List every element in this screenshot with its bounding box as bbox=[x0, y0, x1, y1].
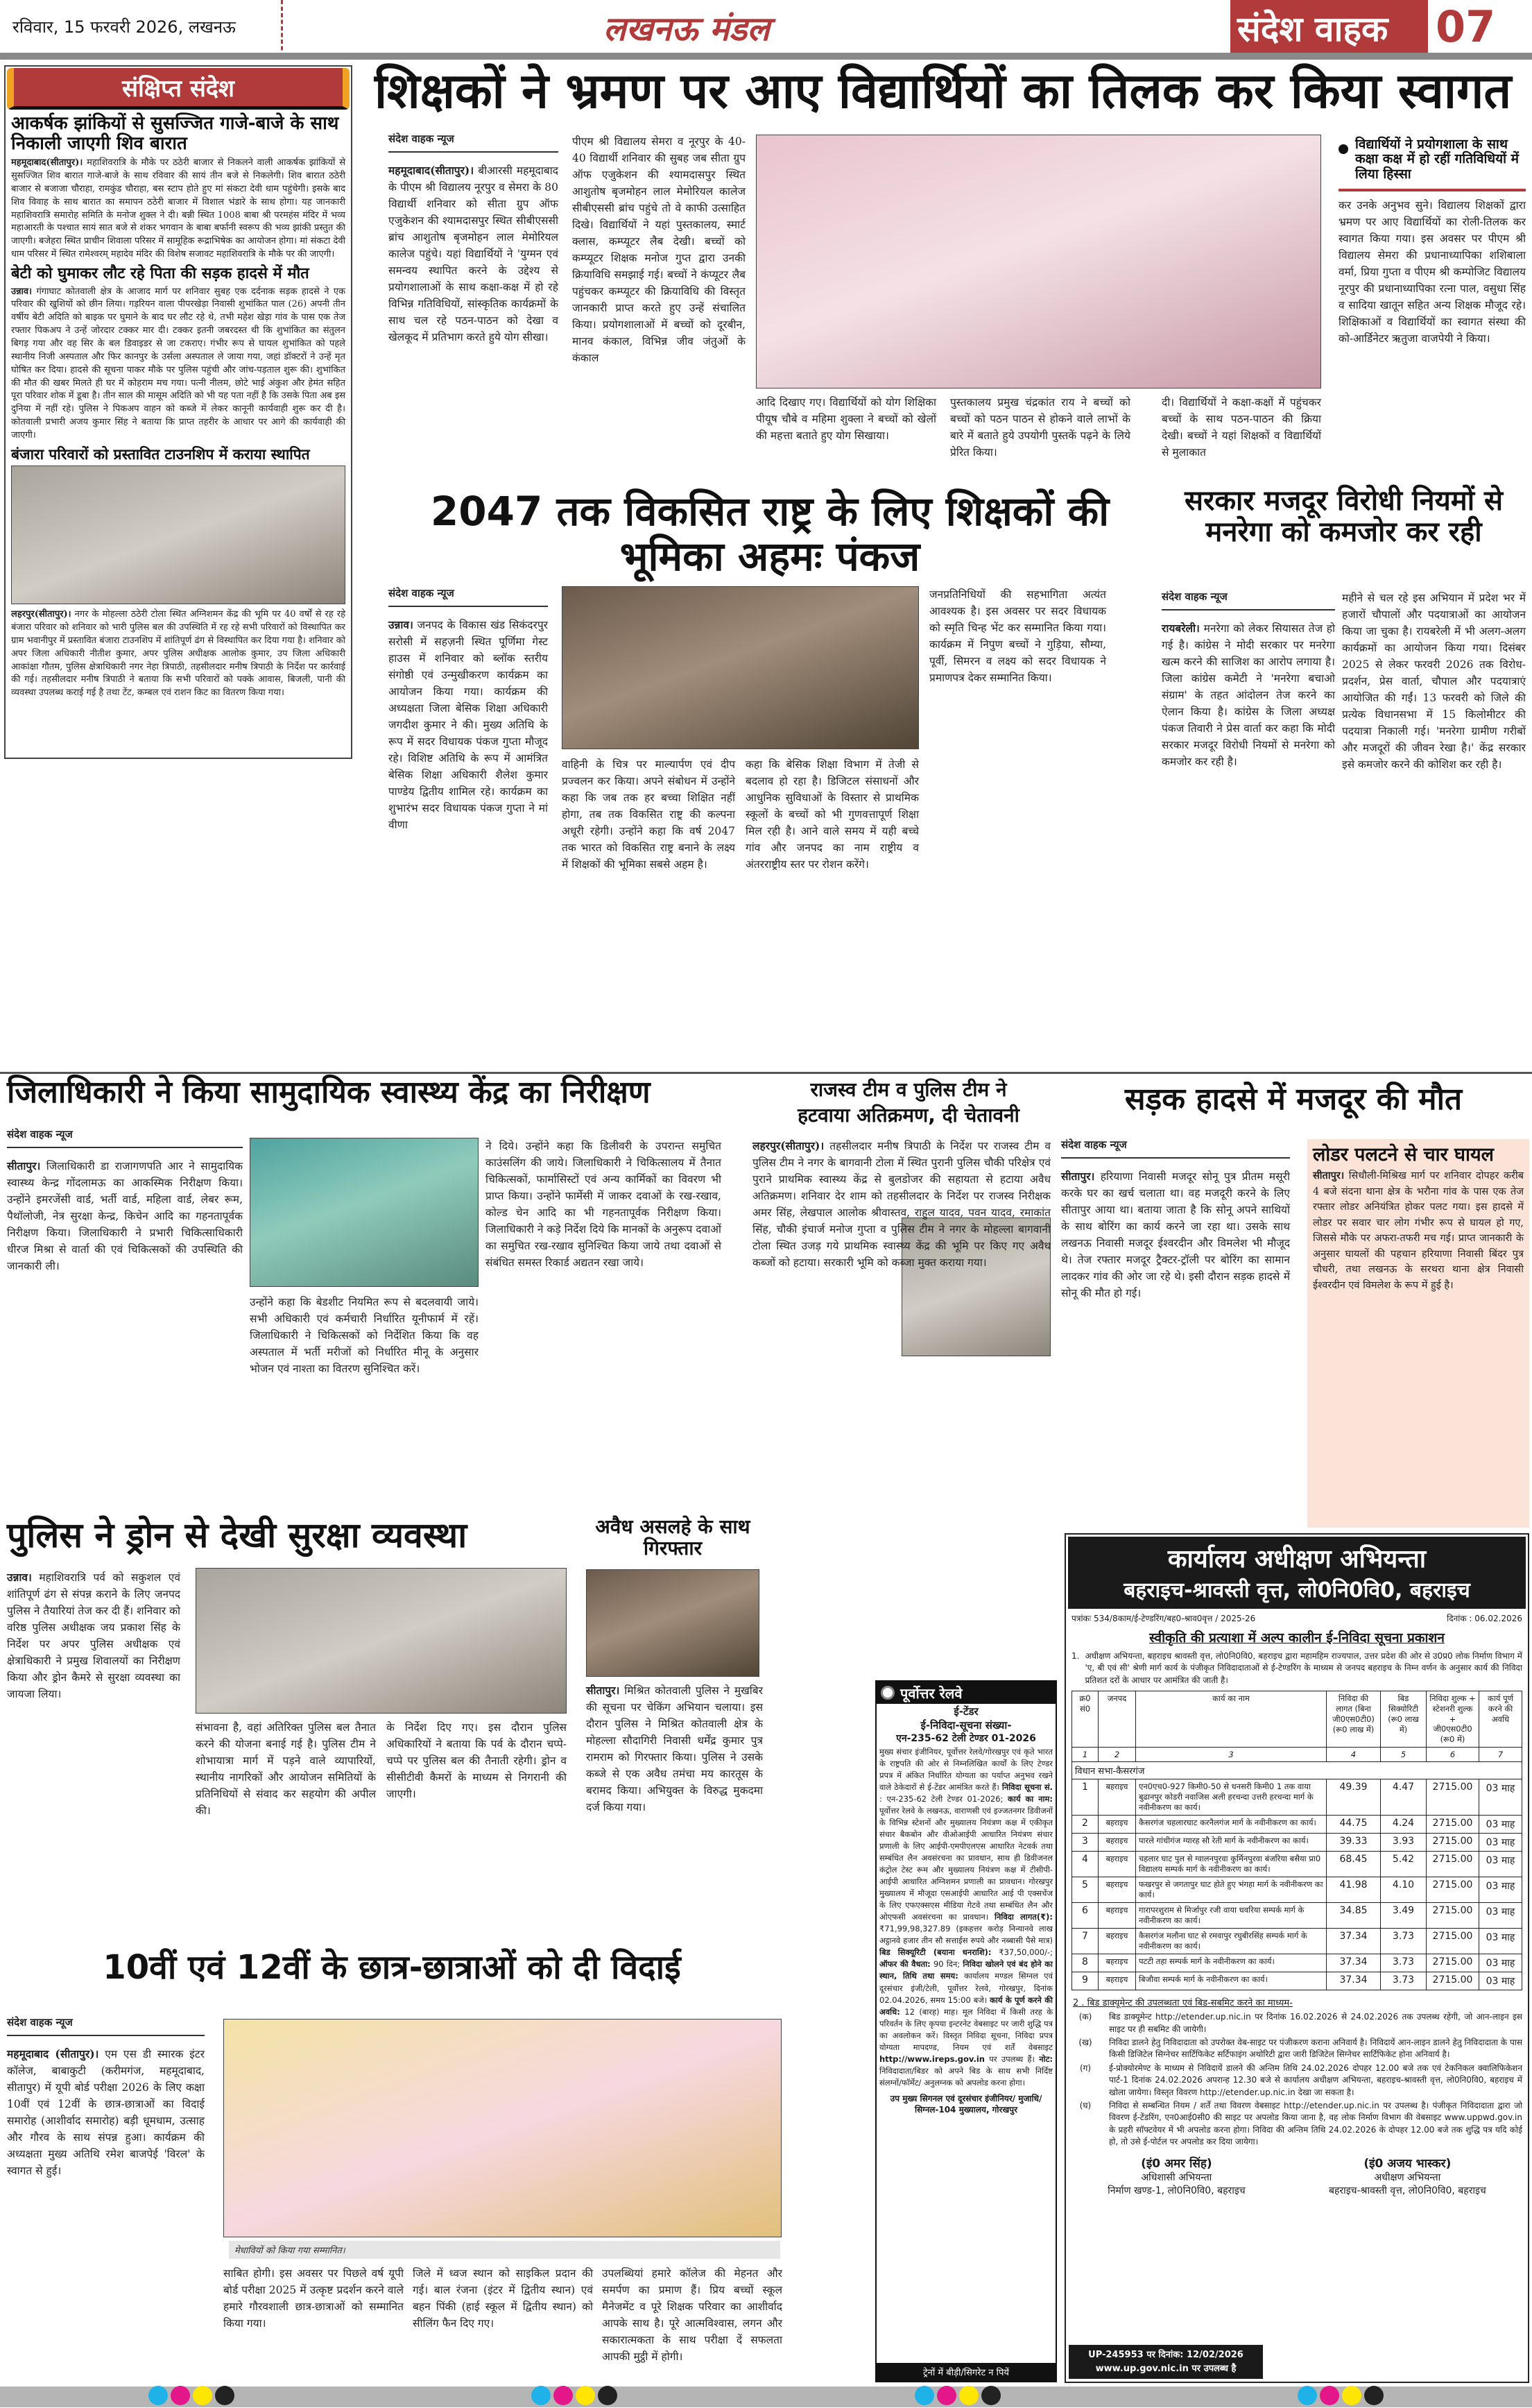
tender-table-row bbox=[1072, 1852, 1522, 1877]
mnrega-byline: संदेश वाहक न्यूज bbox=[1162, 590, 1335, 610]
brief-headline-2: बेटी को घुमाकर लौट रहे पिता की सड़क हादसे में मौत bbox=[11, 264, 309, 282]
row-bid-security: 3.93 bbox=[1381, 1834, 1427, 1852]
railway-notice-label: ई-निविदा-सूचना संख्या- bbox=[920, 1718, 1012, 1732]
story-2047-col-1: जनपद के विकास खंड सिकंदरपुर सरोसी में सहज़नी स्थित पूर्णिमा गेस्ट हाउस में शनिवार को ब्लॉक स्तरीय संगोष्ठी एवं उन्मुखीकरण कार्यक्रम का आयोजन किया गया। कार्यक्रम की अध्यक्षता जिला बेसिक शिक्षा अधिकारी जगदीश कुमार ने की। मुख्य अतिथि के रूप में सदर विधायक पंकज गुप्ता मौजूद रहे। विशिष्ट अतिथि के रूप में आमंत्रित बेसिक शिक्षा अधिकारी शैलेश कुमार पाण्डेय द्वितीय शामिल रहे। कार्यक्रम का शुभारंभ सदर विधायक पंकज गुप्ता ने मां वीणा bbox=[388, 619, 548, 832]
tender-group-row: विधान सभा-कैसरगंज bbox=[1072, 1762, 1522, 1779]
railway-cost-words: (इकहत्तर करोड़ निन्यानवे लाख अट्ठानवे हजार तीन सौ सत्ताईस रुपये और नब्बासी पैसे मात्र) bbox=[879, 1924, 1053, 1946]
loader-box bbox=[1307, 1139, 1529, 1528]
bullet-icon bbox=[1339, 144, 1348, 154]
railway-opening-label: निविदा खोलने एवं बंद होने का स्थान, तिथि तथा समय: bbox=[879, 1959, 1053, 1981]
railway-tender-no: : एन-235-62 टेली टेण्डर 01-2026; bbox=[879, 1794, 1004, 1804]
tender-table-row bbox=[1072, 1834, 1522, 1852]
row-bid-security: 4.47 bbox=[1381, 1779, 1427, 1816]
arms-text: मिश्रित कोतवाली पुलिस ने मुखबिर की सूचना पर चेकिंग अभियान चलाया। इस दौरान पुलिस ने मिश्रित कोतवाली क्षेत्र के मोहल्ला सौदागिरी निवासी धर्मेंद्र कुमार पुत्र रामराम को गिरफ्तार किया। पुलिस ने उसके कब्जे से एक अवैध तमंचा मय कारतूस के बरामद किया। अभियुक्त के विरुद्ध मुकदमा दर्ज किया गया। bbox=[586, 1684, 763, 1814]
row-sno: 4 bbox=[1072, 1852, 1099, 1877]
railway-ad bbox=[875, 1680, 1057, 2382]
up-badge-line-1: UP-245953 पर दिनांक: 12/02/2026 bbox=[1088, 2350, 1243, 2360]
row-fee: 2715.00 bbox=[1427, 1852, 1479, 1877]
pwd-subitem-text: ई-प्रोक्योरमेण्ट के माध्यम से निविदायें डालने की अन्तिम तिथि 24.02.2026 दोपहर 12.00 बजे तक एवं टेकनिकल क्वालिफिकेशन पार्ट-1 दिनांक 24.02.2026 अपरान्ह 12.30 बजे से कार्यालय अधीक्षण अभियन्ता, बहराइच-श्रावस्ती वृत्त, लो0नि0वि0, बहराइच में खोला जायेगा। विस्तृत विवरण http://etender.up.nic.in देखा जा सकता है। bbox=[1109, 2063, 1522, 2097]
th-cost: निविदा की लागत (बिना जी0एस0टी0) (रू0 लाख में) bbox=[1327, 1691, 1381, 1748]
drone-col-2: संभावना है, वहां अतिरिक्त पुलिस बल तैनात करने की योजना बनाई गई है। पुलिस टीम ने शोभायात्रा मार्ग में पड़ने वाले व्यापारियों, स्थानीय नागरिकों और आयोजन समितियों के प्रतिनिधियों से संवाद कर सहयोग की अपील की। bbox=[196, 1721, 376, 1818]
pwd-subitem bbox=[1071, 2063, 1522, 2099]
sign-right-name: (इं0 अजय भास्कर) bbox=[1363, 2157, 1452, 2171]
page-number: 07 bbox=[1436, 1, 1496, 52]
pwd-subtitle: स्वीकृति की प्रत्याशा में अल्प कालीन ई-निविदा सूचना प्रकाशन bbox=[1149, 1630, 1445, 1646]
row-period: 03 माह bbox=[1479, 1972, 1522, 1990]
farewell-photo bbox=[223, 2019, 782, 2237]
row-cost: 49.39 bbox=[1327, 1779, 1381, 1816]
tender-table-header bbox=[1072, 1691, 1522, 1748]
cmyk-marks bbox=[147, 2386, 236, 2408]
yellow-dot bbox=[1342, 2386, 1361, 2405]
mnrega-dateline: रायबरेली। bbox=[1162, 622, 1200, 635]
railway-website-link[interactable]: http://www.ireps.gov.in bbox=[879, 2053, 985, 2064]
row-cost: 37.34 bbox=[1327, 1954, 1381, 1972]
pwd-ad bbox=[1065, 1533, 1529, 2383]
railway-ad-title: पूर्वोत्तर रेलवे bbox=[900, 1684, 963, 1702]
magenta-dot bbox=[171, 2386, 190, 2405]
labour-dateline: सीतापुर। bbox=[1061, 1170, 1095, 1183]
pwd-subitem bbox=[1071, 2037, 1522, 2061]
black-dot bbox=[981, 2386, 1001, 2405]
yellow-dot bbox=[959, 2386, 979, 2405]
row-district: बहराइच bbox=[1099, 1903, 1136, 1929]
lead-sidebar-highlight: विद्यार्थियों ने प्रयोगशाला के साथ कक्षा कक्ष में हो रहीं गतिविधियों में लिया हिस्सा bbox=[1355, 137, 1520, 182]
sign-left-office: निर्माण खण्ड-1, लो0नि0वि0, बहराइच bbox=[1108, 2185, 1246, 2197]
farewell-caption: मेधावियों को किया गया सम्मानित। bbox=[229, 2241, 780, 2259]
sign-left bbox=[1108, 2155, 1246, 2197]
labour-headline: सड़क हादसे में मजदूर की मौत bbox=[1124, 1082, 1463, 1117]
railway-bid: ₹37,50,000/-; bbox=[999, 1947, 1053, 1958]
dm-dateline: सीतापुर। bbox=[7, 1159, 41, 1172]
magenta-dot bbox=[1320, 2386, 1339, 2405]
th-fee: निविदा शुल्क + स्टेशनरी शुल्क + जी0एस0टी0 (रू0 में) bbox=[1427, 1691, 1479, 1748]
row-work-name: चहलार घाट पुल से ग्वालनपुरवा कुर्मिनपुरवा बंजरिया बसैया प्रा0 विद्यालय सम्पर्क मार्ग के नवीनीकरण का कार्य। bbox=[1136, 1852, 1327, 1877]
loader-dateline: सीतापुर। bbox=[1313, 1170, 1345, 1182]
row-district: बहराइच bbox=[1099, 1852, 1136, 1877]
story-2047-headline: 2047 तक विकसित राष्ट्र के लिए शिक्षकों की भूमिका अहमः पंकज bbox=[430, 488, 1110, 580]
brief-box-title: संक्षिप्त संदेश bbox=[121, 74, 234, 103]
drone-headline: पुलिस ने ड्रोन से देखी सुरक्षा व्यवस्था bbox=[7, 1515, 467, 1555]
print-registration-strip bbox=[0, 2386, 1532, 2407]
railway-text-1: मुख्य संचार इंजीनियर, पूर्वोत्तर रेलवे/गोरखपुर एवं कृते भारत के राष्ट्रपति की ओर से निम्नलिखित कार्यों के लिए टेण्डर प्रपत्र में अंकित निर्धारित योग्यता का पर्याप्त अनुभव रखने वाले ठेकेदारों से ई-टेंडर आमंत्रित करते हैं। bbox=[879, 1747, 1053, 1793]
cmyk-marks bbox=[1296, 2386, 1385, 2408]
drone-col-3: के निर्देश दिए गए। इस दौरान पुलिस अधिकारियों ने बताया कि पर्व के दौरान चप्पे-चप्पे पर पुलिस बल की तैनाती रहेगी। ड्रोन व सीसीटीवी कैमरों के माध्यम से निगरानी की जाएगी। bbox=[386, 1721, 567, 1801]
row-period: 03 माह bbox=[1479, 1852, 1522, 1877]
railway-logo-icon bbox=[881, 1686, 895, 1700]
masthead-divider bbox=[281, 0, 283, 57]
row-cost: 37.34 bbox=[1327, 1972, 1381, 1990]
tender-table-row bbox=[1072, 1779, 1522, 1816]
row-bid-security: 3.73 bbox=[1381, 1954, 1427, 1972]
railway-etender: ई-टेंडर bbox=[954, 1705, 979, 1718]
row-period: 03 माह bbox=[1479, 1903, 1522, 1929]
banjara-photo bbox=[11, 466, 345, 604]
railway-ad-header bbox=[877, 1682, 1056, 1704]
col-num: 4 bbox=[1327, 1748, 1381, 1762]
farewell-dateline: महमूदाबाद (सीतापुर)। bbox=[7, 2047, 99, 2060]
encroach-text: तहसीलदार मनीष त्रिपाठी के निर्देश पर राजस्व टीम व पुलिस टीम ने नगर के बागवानी टोला में स्थित पुरानी पुलिस चौकी परिक्षेत्र एवं पुराने प्राथमिक स्वास्थ्य केंद्र से बुलडोजर की सहायता से हटाया अवैध अतिक्रमण। शनिवार देर शाम को तहसीलदार के निर्देश पर राजस्व निरीक्षक अमर सिंह, लेखपाल आलोक श्रीवास्तव, राहुल यादव, पवन यादव, रमाकांत सिंह, चौकी इंचार्ज मनोज गुप्ता व पुलिस टीम ने नगर के मोहल्ला बागवानी टोला स्थित उजड़ गये प्राथमिक स्वास्थ्य केंद्र की भूमि पर किए गए अवैध कब्जों को हटाया। सरकारी भूमि को कब्जा मुक्त कराया गया। bbox=[752, 1140, 1051, 1270]
th-work-name: कार्य का नाम bbox=[1136, 1691, 1327, 1748]
tender-table-row bbox=[1072, 1929, 1522, 1954]
mnrega-col-1: मनरेगा को लेकर सियासत तेज हो गई है। कांग्रेस ने मोदी सरकार पर मनरेगा खत्म करने की साजिश का आरोप लगाया है। जिला कांग्रेस कमेटी ने 'मनरेगा बचाओ संग्राम' के तहत आंदोलन तेज करने का ऐलान किया है। कांग्रेस के जिला अध्यक्ष पंकज तिवारी ने प्रेस वार्ता कर कहा कि मोदी सरकार मजदूर विरोधी नियमों से मनरेगा को कमजोर कर रही है। bbox=[1162, 622, 1335, 769]
row-period: 03 माह bbox=[1479, 1954, 1522, 1972]
row-fee: 2715.00 bbox=[1427, 1903, 1479, 1929]
magenta-dot bbox=[937, 2386, 956, 2405]
railway-period: 12 (बारह) माह। bbox=[904, 2006, 958, 2017]
tender-table-row bbox=[1072, 1954, 1522, 1972]
row-district: बहराइच bbox=[1099, 1834, 1136, 1852]
row-fee: 2715.00 bbox=[1427, 1834, 1479, 1852]
lead-byline: संदेश वाहक न्यूज bbox=[388, 132, 558, 153]
pwd-title-2: बहराइच-श्रावस्ती वृत्त, लो0नि0वि0, बहराइच bbox=[1124, 1578, 1470, 1603]
cyan-dot bbox=[915, 2386, 934, 2405]
lead-col-2: पीएम श्री विद्यालय सेमरा व नूरपुर के 40-40 विद्यार्थी शनिवार की सुबह जब सीता ग्रुप ऑफ एजुकेशन की श्यामदासपुर स्थित आशुतोष बृजमोहन लाल मेमोरियल कालेज सीबीएससी ब्रांच पहुंचे तो वे काफी उत्साहित दिखे। विद्यार्थियों ने यहां पुस्तकालय, स्मार्ट क्लास, कम्प्यूटर लैब देखी। बच्चों को कम्प्यूटर शिक्षक मनोज गुप्त द्वारा उनकी क्रियाविधि समझाई गई। बच्चों ने कंप्यूटर लैब पहुंचकर कम्प्यूटर की क्रियाविधि की विस्तृत जानकारी प्राप्त करते हुए उन्हें संचालित किया। प्रयोगशालाओं में बच्चों को दूरबीन, मानव कंकाल, विभिन्न जीव जंतुओं के कंकाल bbox=[572, 135, 746, 365]
cmyk-marks bbox=[913, 2386, 1002, 2408]
railway-cost-label: निविदा लागत(₹): bbox=[995, 1912, 1053, 1922]
railway-bid-label: बिड सिक्यूरिटी (बयाना धनराशि): bbox=[879, 1947, 992, 1958]
dm-photo bbox=[250, 1138, 479, 1287]
th-sno: क्र0 सं0 bbox=[1072, 1691, 1099, 1748]
row-cost: 34.85 bbox=[1327, 1903, 1381, 1929]
farewell-col-4: उपलब्धियां हमारे कॉलेज की मेहनत और समर्पण का प्रमाण हैं। प्रिय बच्चों स्कूल मैनेजमेंट व पूरे शिक्षक परिवार का आशीर्वाद आपके साथ है। पूरे आत्मविश्वास, लगन और सकारात्मकता के साथ परीक्षा दें सफलता आपकी मुट्ठी में होगी। bbox=[602, 2267, 782, 2364]
railway-work-label: कार्य का नाम: bbox=[1008, 1794, 1053, 1804]
brief-text-2: गंगाघाट कोतवाली क्षेत्र के आजाद मार्ग पर शनिवार सुबह एक दर्दनाक सड़क हादसे ने एक परिवार की खुशियों को छीन लिया। गड़रियन वाला पीपरखेड़ा निवासी शुभांकित पाल (26) अपनी तीन वर्षीय बेटी अदिति को बाइक पर घुमाने के बाद घर लौट रहे थे, तभी महेश खेड़ा गांव के पास एक तेज रफ्तार पिकअप ने उन्हें जोरदार टक्कर मार दी। टक्कर इतनी जबरदस्त थी कि शुभांकित का संतुलन बिगड़ गया और वह सिर के बल डिवाइडर से जा टकराए। गंभीर रूप से घायल शुभांकित को पहले स्थानीय निजी अस्पताल और फिर कानपुर के उर्सला अस्पताल ले जाया गया, जहां डॉक्टरों ने उन्हें मृत घोषित कर दिया। हादसे की सूचना पाकर मौके पर पुलिस पहुंची और जांच-पड़ताल शुरू की। शुभांकित की मौत की खबर मिलते ही घर में कोहराम मच गया। पत्नी नीलम, छोटे भाई अंकुश और हेमंत सहित पूरा परिवार शोक में डूबा है। तीन साल की मासूम अदिति को भी यह पता नहीं है कि उसके पिता अब इस दुनिया में नहीं रहे। पुलिस ने पिकअप वाहन को कब्जे में लेकर कानूनी कार्यवाही शुरू कर दी है। कोतवाली प्रभारी अजय कुमार सिंह ने बताया कि प्राप्त तहरीर के आधार पर आगे की कार्यवाही की जाएगी। bbox=[11, 286, 345, 441]
tender-table-body bbox=[1072, 1779, 1522, 1990]
row-period: 03 माह bbox=[1479, 1779, 1522, 1816]
loader-headline: लोडर पलटने से चार घायल bbox=[1313, 1144, 1494, 1165]
pwd-title-1: कार्यालय अधीक्षण अभियन्ता bbox=[1167, 1545, 1427, 1573]
up-badge bbox=[1069, 2345, 1263, 2379]
row-fee: 2715.00 bbox=[1427, 1954, 1479, 1972]
row-district: बहराइच bbox=[1099, 1954, 1136, 1972]
row-fee: 2715.00 bbox=[1427, 1929, 1479, 1954]
labour-text: हरियाणा निवासी मजदूर सोनू पुत्र प्रीतम मसूरी करके घर का खर्च चलाता था। वह मजदूरी करने के लिए सीतापुर आया था। बताया जाता है कि सोनू अपने साथियों के साथ बोरिंग का कार्य करने जा रहा था। उसके साथ लखनऊ निवासी मजदूर ईश्वरदीन और विमलेश भी मौजूद थे। तेज रफ्तार मजदूर ट्रैक्टर-ट्रॉली पर बोरिंग का सामान लादकर गांव की ओर जा रहे थे। इसी दौरान सड़क हादसे में सोनू की मौत हो गई। bbox=[1061, 1170, 1290, 1300]
tender-table-row bbox=[1072, 1972, 1522, 1990]
dm-col-2: उन्होंने कहा कि बेडशीट नियमित रूप से बदलवायी जाये। सभी अधिकारी एवं कर्मचारी निर्धारित यूनीफार्म में रहें। जिलाधिकारी ने चिकित्सकों को निर्देशित किया कि वह अस्पताल में भर्ती मरीजों को निर्धारित मीनू के अनुसार भोजन एवं नाश्ता का वितरण सुनिश्चित करें। bbox=[250, 1296, 479, 1376]
row-district: बहराइच bbox=[1099, 1877, 1136, 1903]
tender-table-row bbox=[1072, 1877, 1522, 1903]
col-num: 1 bbox=[1072, 1748, 1099, 1762]
up-badge-line-2[interactable]: www.up.gov.nic.in पर उपलब्ध है bbox=[1095, 2363, 1237, 2374]
masthead-rule bbox=[0, 53, 1532, 60]
paper-name: संदेश वाहक bbox=[1237, 9, 1388, 49]
railway-text-2: मूल निविदा में किसी तरह के परिवर्तन के लिए कृपया इन्टरनेट वेबसाइट पर जारी शुद्धि पत्र का अवलोकन करें। विस्तृत निविदा सूचना, निविदा प्रपत्र योग्यता मापदण्ड, नियम एवं शर्तें वेबसाइट bbox=[879, 2006, 1053, 2052]
brief-box bbox=[4, 65, 352, 759]
pwd-subitem-label: (ग) bbox=[1079, 2063, 1092, 2073]
row-cost: 39.33 bbox=[1327, 1834, 1381, 1852]
story-2047-photo bbox=[562, 586, 919, 749]
farewell-byline: संदेश वाहक न्यूज bbox=[7, 2015, 205, 2036]
brief-text-1: महाशिवरात्रि के मौके पर ठठेरी बाजार से निकलने वाली आकर्षक झांकियों से सुसज्जित शिव बारात गाजे-बाजे के साथ रविवार की सायं तीन बजे से निकलेगी। शिव बारात ठठेरी बाजार से बजाजा चौराहा, रामकुंड चौराहा, बस स्टाप होते हुए मां संकटा देवी धाम पहुंचेगी। इसके बाद शिव विवाह के साथ बारात का समापन ठठेरी बाजार में विशाल भंडारे के साथ होगा। यह जानकारी महाशिवरात्रि समारोह समिति के मनोज शुक्ल ने दी। बन्नी स्थित 1008 बाबा श्री परमहंस मंदिर में भव्य महाआरती के पश्चात सायं सात बजे से शंकर भगवान के बाबा बर्फानी स्वरूप की भव्य झांकी प्रस्तुत की जाएगी। बजेहरा स्थित प्राचीन शिवाला परिसर में सामूहिक रूद्राभिषेक का आयोजन होगा। मां संकटा देवी धाम परिसर में स्थित रामेश्वरम् महादेव मंदिर की विशेष सजावट महाशिवरात्रि के मौके पर की जाएगी। bbox=[11, 157, 345, 260]
row-period: 03 माह bbox=[1479, 1929, 1522, 1954]
loader-text: सिधौली-मिश्रिख मार्ग पर शनिवार दोपहर करीब 4 बजे संदना थाना क्षेत्र के भरौना गांव के पास एक तेज रफ्तार लोडर अनियंत्रित होकर पलट गया। इस हादसे में लोडर पर सवार चार लोग गंभीर रूप से घायल हो गए, जिससे मौके पर अफरा-तफरी मच गई। प्राप्त जानकारी के अनुसार घायलों की पहचान हरियाणा निवासी बिंदर पुत्र चौधरी, तथा लखनऊ के सरथरा थाना क्षेत्र निवासी ईश्वरदीन एवं विमलेश के रूप में हुई है। bbox=[1313, 1170, 1524, 1291]
tender-table bbox=[1071, 1691, 1522, 1990]
row-sno: 3 bbox=[1072, 1834, 1099, 1852]
cyan-dot bbox=[148, 2386, 168, 2405]
encroach-dateline: लहरपुर(सीतापुर)। bbox=[752, 1139, 825, 1152]
railway-note: निविदादाता/बिडर को अपने बिड के साथ सभी निर्दिष्ट संलग्नों/फॉर्मेट/ अनुलग्नक को अपलोड करना होगा। bbox=[879, 2065, 1053, 2087]
row-district: बहराइच bbox=[1099, 1779, 1136, 1816]
row-fee: 2715.00 bbox=[1427, 1972, 1479, 1990]
railway-validity: 90 दिन; bbox=[933, 1959, 961, 1970]
brief-dateline-3: लहरपुर(सीतापुर)। bbox=[11, 609, 71, 620]
row-bid-security: 3.49 bbox=[1381, 1903, 1427, 1929]
row-fee: 2715.00 bbox=[1427, 1779, 1479, 1816]
date-line: रविवार, 15 फरवरी 2026, लखनऊ bbox=[12, 17, 236, 37]
farewell-headline: 10वीं एवं 12वीं के छात्र-छात्राओं को दी विदाई bbox=[103, 1948, 681, 1987]
pwd-subitems bbox=[1066, 2011, 1528, 2148]
drone-col-1: महाशिवरात्रि पर्व को सकुशल एवं शांतिपूर्ण ढंग से संपन्न कराने के लिए जनपद पुलिस ने तैयारियां तेज कर दी हैं। शनिवार को वरिष्ठ पुलिस अधीक्षक जय प्रकाश सिंह के निर्देश पर अपर पुलिस अधीक्षक एवं क्षेत्राधिकारी ने प्रमुख शिवालयों का निरीक्षण किया और ड्रोन कैमरे से सुरक्षा व्यवस्था का जायजा लिया। bbox=[7, 1571, 180, 1701]
brief-text-3: नगर के मोहल्ला ठठेरी टोला स्थित अग्निशमन केंद्र की भूमि पर 40 वर्षों से रह रहे बंजारा परिवार को शनिवार को भारी पुलिस बल की उपस्थिति में रह रहे सभी परिवारों को विस्थापित कर ग्राम भवानीपुर में प्रस्तावित बंजारा टाउनशिप में शांतिपूर्ण ढंग से विस्थापित कर दिया गया है। शनिवार को अपर जिला अधिकारी नीतीश कुमार, अपर पुलिस अधीक्षक आलोक कुमार, उप जिला अधिकारी आकांक्षा गौतम, पुलिस क्षेत्राधिकारी नगर नेहा त्रिपाठी, तहसीलदार मनीष त्रिपाठी के निर्देश पर कार्रवाई की गई। तहसीलदार मनीष त्रिपाठी ने बताया कि सभी परिवारों को पक्के आवास, बिजली, पानी की व्यवस्था उपलब्ध कराई गई है तथा टेंट, कम्बल एवं राशन किट का वितरण किया गया। bbox=[11, 609, 345, 699]
th-district: जनपद bbox=[1099, 1691, 1136, 1748]
dm-headline: जिलाधिकारी ने किया सामुदायिक स्वास्थ्य केंद्र का निरीक्षण bbox=[7, 1075, 651, 1110]
row-work-name: एन0एच0-927 किमी0-50 से धनसरी किमी0 1 तक वाया बुढानपुर कोडरी नवाजिस अली हरचन्दा उत्तरी हरचन्दा मार्ग के नवीनीकरण का कार्य। bbox=[1136, 1779, 1327, 1816]
brief-headline-1: आकर्षक झांकियों से सुसज्जित गाजे-बाजे के साथ निकाली जाएगी शिव बारात bbox=[11, 113, 339, 155]
pwd-subitem-text: निविदा से सम्बन्धित नियम / शर्तें तथा विवरण वेबसाइट http://etender.up.nic.in पर उपलब्ध है। पंजीकृत निविदादाता द्वारा जो विवरण ई-टेंडरिंग, एन0आई0सी0 की साइट पर अपलोड किया जाना है, वह लोक निर्माण विभाग की वेबसाइट www.uppwd.gov.in के प्रहरी सॉफ्टवेयर में भी अपलोड करना होगा। निविदा की अन्तिम तिथि 24.02.2026 के दोपहर 12.00 बजे तक शुद्धि पत्र यदि कोई हो, तो उसे ई-पोर्टल पर अपलोड कर दिया जायेगा। bbox=[1109, 2100, 1522, 2147]
railway-signature: उप मुख्य सिगनल एवं दूरसंचार इंजीनियर/ मुजाधि/सिग्नल-104 मुख्यालय, गोरखपुर bbox=[890, 2093, 1042, 2115]
lead-col-6: कर उनके अनुभव सुने। विद्यालय शिक्षकों द्वारा भ्रमण पर आए विद्यार्थियों का रोली-तिलक कर स्वागत किया गया। इस अवसर पर पीएम श्री विद्यालय सेमरा की प्रधानाध्यापिका शशिबाला वर्मा, प्रिया गुप्ता व पीएम श्री कम्पोजिट विद्यालय नूरपुर की प्रधानाध्यापिका रत्ना पाल, वसुधा सिंह व सादिया खातून सहित अन्य शिक्षक मौजूद रहे। शिक्षिकाओं व विद्यार्थियों का स्वागत संस्था की को-आर्डिनेटर ऋतुजा वाजपेयी ने किया। bbox=[1339, 198, 1526, 345]
row-district: बहराइच bbox=[1099, 1972, 1136, 1990]
railway-period-label: कार्य के पूर्ण करने की अवधि: bbox=[879, 1995, 1053, 2017]
sign-right-post: अधीक्षण अभियन्ता bbox=[1374, 2172, 1441, 2184]
pwd-ref-no: पत्रांकः 534/8काम/ई-टेण्डरिंग/बह0-श्राव0वृत्त / 2025-26 bbox=[1071, 1614, 1256, 1623]
railway-note-label: नोट: bbox=[1039, 2053, 1053, 2064]
row-period: 03 माह bbox=[1479, 1877, 1522, 1903]
arms-dateline: सीतापुर। bbox=[586, 1684, 620, 1697]
farewell-col-1: एम एस डी स्मारक इंटर कॉलेज, बाबाकुटी (करीमगंज, महमूदाबाद, सीतापुर) में यूपी बोर्ड परीक्षा 2026 के लिए कक्षा 10वीं एवं 12वीं के छात्र-छात्राओं का विदाई समारोह (आशीर्वाद समारोह) बड़ी धूमधाम, उत्साह और गौरव के साथ संपन्न हुआ। कार्यक्रम की अध्यक्षता मुख्य अतिथि रमेश बाजपेई 'विरल' के स्वागत से हुई। bbox=[7, 2048, 205, 2178]
brief-headline-3: बंजारा परिवारों को प्रस्तावित टाउनशिप में कराया स्थापित bbox=[11, 445, 310, 463]
row-district: बहराइच bbox=[1099, 1929, 1136, 1954]
highlight-rule bbox=[1339, 189, 1526, 191]
arms-headline: अवैध असलहे के साथ गिरफ्तार bbox=[595, 1515, 750, 1560]
black-dot bbox=[1364, 2386, 1384, 2405]
row-sno: 8 bbox=[1072, 1954, 1099, 1972]
brief-dateline-2: उन्नाव। bbox=[11, 286, 33, 297]
tender-table-row bbox=[1072, 1903, 1522, 1929]
story-2047-col-2: वाहिनी के चित्र पर माल्यार्पण एवं दीप प्रज्वलन कर किया। अपने संबोधन में उन्होंने कहा कि जब तक हर बच्चा शिक्षित नहीं होगा, तब तक विकसित राष्ट्र की कल्पना अधूरी रहेगी। उन्होंने कहा कि वर्ष 2047 तक भारत को विकसित राष्ट्र बनाने के लक्ष्य में शिक्षकों की भूमिका सबसे अहम है। bbox=[562, 758, 735, 871]
railway-validity-label: ऑफर की वैधता: bbox=[879, 1959, 931, 1970]
railway-work-text: पूर्वोत्तर रेलवे के लखनऊ, वाराणसी एवं इज्जतनगर डिवीजनों के विभिन्न स्टेशनों और मुख्यालय नियंत्रण कक्ष में एकीकृत संचार बैकबोन और वीओआईपी आधारित नियंत्रण संचार प्रणाली के लिए आईपी-एमपीएलएस आधारित नेटवर्क तथा सम्बंधित लैन अवसंरचना का प्रावधान, साथ ही डिवीजनल कंट्रोल टेस्ट रूम और मुख्यालय नियंत्रण कक्ष में टीसीपी-आईपी आधारित अग्निशमन प्रणाली का प्रावधान। गोरखपुर मुख्यालय में मौजूदा एसआईपी आधारित आई पी एक्सचेंज के लिए एफएक्सएस मीडिया गेटवे तथा सम्बंधित लैन और ओएफसी अवसंरचना का प्रावधान। bbox=[879, 1806, 1053, 1922]
lead-photo-students bbox=[756, 135, 1321, 388]
story-2047-byline: संदेश वाहक न्यूज bbox=[388, 586, 548, 607]
encroach-headline-2: हटवाया अतिक्रमण, दी चेतावनी bbox=[798, 1104, 1019, 1127]
encroach-headline-1: राजस्व टीम व पुलिस टीम ने bbox=[810, 1078, 1007, 1101]
pwd-subitem-label: (ख) bbox=[1078, 2037, 1092, 2047]
railway-opening: कार्यालय मण्डल सिग्नल एवं दूरसंचार इंजी/टेली, पूर्वोत्तर रेलवे, गोरखपुर, दिनांक 02.04.2026, समय 15:00 बजे। bbox=[879, 1971, 1053, 2005]
brief-dateline-1: महमूदाबाद(सीतापुर)। bbox=[11, 157, 83, 169]
col-num: 6 bbox=[1427, 1748, 1479, 1762]
row-fee: 2715.00 bbox=[1427, 1877, 1479, 1903]
row-sno: 9 bbox=[1072, 1972, 1099, 1990]
row-work-name: बिजौवा सम्पर्क मार्ग के नवीनीकरण का कार्य। bbox=[1136, 1972, 1327, 1990]
section-title: लखनऊ मंडल bbox=[603, 10, 770, 49]
sign-left-post: अधिशासी अभियन्ता bbox=[1141, 2172, 1212, 2184]
col-num: 7 bbox=[1479, 1748, 1522, 1762]
yellow-dot bbox=[576, 2386, 595, 2405]
arms-photo bbox=[586, 1569, 759, 1677]
pwd-subitem-text: निविदा डालने हेतु निविदादाता को उपरोक्त वेब-साइट पर पंजीकरण कराना अनिवार्य है। निविदायें आन-लाइन डालने हेतु निविदादाता के पास किसी डिजिटेल सिग्नेचर सार्टिफिकेट सर्टिफाइंग अथोरिटी द्वारा जारी डिजिटेल सिग्नेचर सार्टिफिकेट होना अनिवार्य है। bbox=[1109, 2037, 1522, 2060]
row-sno: 1 bbox=[1072, 1779, 1099, 1816]
railway-text-3: पर उपलब्ध हैं। bbox=[989, 2053, 1035, 2064]
brief-box-header bbox=[7, 68, 350, 110]
row-sno: 5 bbox=[1072, 1877, 1099, 1903]
black-dot bbox=[215, 2386, 234, 2405]
story-2047-col-3: कहा कि बेसिक शिक्षा विभाग में तेजी से बदलाव हो रहा है। डिजिटल संसाधनों और आधुनिक सुविधाओं के विस्तार से प्राथमिक स्कूलों के बच्चों को भी गुणवत्तापूर्ण शिक्षा मिल रही है। आने वाले समय में यही बच्चे गांव और जनपद का नाम राष्ट्रीय व अंतरराष्ट्रीय स्तर पर रोशन करेंगे। bbox=[746, 758, 919, 871]
pwd-para2-title: 2 . बिड डाक्यूमेन्ट की उपलब्धता एवं बिड-सबमिट करने का माध्यम- bbox=[1073, 1998, 1293, 2009]
pwd-ad-header bbox=[1068, 1537, 1526, 1609]
magenta-dot bbox=[553, 2386, 573, 2405]
sign-left-name: (इं0 अमर सिंह) bbox=[1141, 2157, 1212, 2171]
pwd-date: दिनांक : 06.02.2026 bbox=[1447, 1614, 1522, 1623]
cyan-dot bbox=[531, 2386, 551, 2405]
row-work-name: पारले गांधीगंज ग्यारह सौ रेती मार्ग के नवीनीकरण का कार्य। bbox=[1136, 1834, 1327, 1852]
lead-headline: शिक्षकों ने भ्रमण पर आए विद्यार्थियों का तिलक कर किया स्वागत bbox=[375, 62, 1512, 119]
col-num: 3 bbox=[1136, 1748, 1327, 1762]
section-divider bbox=[0, 1072, 1532, 1074]
sign-right-office: बहराइच-श्रावस्ती वृत्त, लो0नि0वि0, बहराइच bbox=[1328, 2185, 1486, 2197]
row-fee: 2715.00 bbox=[1427, 1816, 1479, 1834]
cmyk-marks bbox=[530, 2386, 619, 2408]
dm-col-3: ने दिये। उन्होंने कहा कि डिलीवरी के उपरान्त समुचित काउंसलिंग की जाये। जिलाधिकारी ने चिकित्सालय में तैनात चिकित्सकों, फार्मासिस्टों एवं अन्य कार्मिकों का विवरण भी प्राप्त किया। उन्होंने फार्मेसी में जाकर दवाओं के रख-रखाव, कोल्ड चेन आदि का भी गहनतापूर्वक निरीक्षण किया। जिलाधिकारी ने कड़े निर्देश दिये कि मानकों के अनुरूप दवाओं का समुचित रख-रखाव सुनिश्चित किया जाये तथा दवाओं से संबंधित समस्त रिकार्ड अद्यतन रखा जाये। bbox=[485, 1140, 721, 1270]
row-cost: 44.75 bbox=[1327, 1816, 1381, 1834]
drone-photo bbox=[196, 1568, 567, 1714]
row-work-name: कैसरगंज चहलारघाट करनैलगंज मार्ग के नवीनीकरण का कार्य। bbox=[1136, 1816, 1327, 1834]
th-period: कार्य पूर्ण करने की अवधि bbox=[1479, 1691, 1522, 1748]
railway-notice-no: एन-235-62 टेली टेण्डर 01-2026 bbox=[896, 1733, 1036, 1744]
story-2047-dateline: उन्नाव। bbox=[388, 618, 413, 631]
row-work-name: फखरपुर से जगतापुर घाट होते हुए भंगहा मार्ग के नवीनीकरण का कार्य। bbox=[1136, 1877, 1327, 1903]
dm-byline: संदेश वाहक न्यूज bbox=[7, 1127, 243, 1148]
pwd-subitem bbox=[1071, 2011, 1522, 2035]
lead-dateline: महमूदाबाद(सीतापुर)। bbox=[388, 164, 474, 177]
col-num: 2 bbox=[1099, 1748, 1136, 1762]
row-sno: 6 bbox=[1072, 1903, 1099, 1929]
col-num: 5 bbox=[1381, 1748, 1427, 1762]
row-period: 03 माह bbox=[1479, 1816, 1522, 1834]
row-period: 03 माह bbox=[1479, 1834, 1522, 1852]
dm-col-1: जिलाधिकारी डा राजागणपति आर ने सामुदायिक स्वास्थ्य केन्द्र गोंदलामऊ का आकस्मिक निरीक्षण किया। उन्होंने इमरजेंसी वार्ड, भर्ती वार्ड, महिला वार्ड, लेबर रूम, पैथॉलोजी, नेत्र सुरक्षा केन्द्र, किचेन आदि का गहनतापूर्वक निरीक्षण किया। जिलाधिकारी ने प्रभारी चिकित्साधिकारी धीरज मिश्रा से वार्ता की एवं चिकित्सकों की उपस्थिति की जानकारी ली। bbox=[7, 1160, 243, 1273]
lead-col-4: पुस्तकालय प्रमुख चंद्रकांत राय ने बच्चों को बच्चों को पठन पाठन से होकने वाले लाभों के बारे में बताते हुये उपयोगी पुस्तकें पढ़ने के लिये प्रेरित किया। bbox=[950, 396, 1130, 459]
row-bid-security: 3.73 bbox=[1381, 1929, 1427, 1954]
drone-dateline: उन्नाव। bbox=[7, 1571, 32, 1584]
row-cost: 41.98 bbox=[1327, 1877, 1381, 1903]
pwd-para1: अधीक्षण अभियन्ता, बहराइच श्रावस्ती वृत्त, लो0नि0वि0, बहराइच द्वारा महामहिम राज्यपाल, उत्तर प्रदेश की ओर से उ0प्र0 लोक निर्माण विभाग में 'ए, बी एवं सी' श्रेणी मार्ग कार्य के पंजीकृत निविदादाताओं से ई-टेण्डरिंग के माध्यम से जनपद बहराइच के निम्न वर्णन के अनुसार कार्य की निविदा प्रतिशत दरों के आधार पर आमंत्रित की जाती है। bbox=[1085, 1651, 1522, 1685]
row-work-name: गारापरशुराम से मिर्जापुर रजी वाया धवरिया सम्पर्क मार्ग के नवीनीकरण का कार्य। bbox=[1136, 1903, 1327, 1929]
cyan-dot bbox=[1298, 2386, 1317, 2405]
mnrega-headline: सरकार मजदूर विरोधी नियमों से मनरेगा को कमजोर कर रही bbox=[1184, 485, 1504, 548]
row-work-name: पटटी तहा सम्पर्क मार्ग के नवीनीकरण का कार्य। bbox=[1136, 1954, 1327, 1972]
tender-table-row bbox=[1072, 1816, 1522, 1834]
row-cost: 68.45 bbox=[1327, 1852, 1381, 1877]
lead-col-5: दी। विद्यार्थियों ने कक्षा-कक्षों में पहुंचकर बच्चों के साथ पठन-पाठन की क्रिया देखी। बच्चों ने यहां शिक्षकों व विद्यार्थियों से मुलाकात bbox=[1162, 396, 1321, 459]
black-dot bbox=[598, 2386, 617, 2405]
railway-footer: ट्रेनों में बीड़ी/सिगरेट न पियें bbox=[877, 2363, 1056, 2381]
pwd-para1-no: 1. bbox=[1071, 1651, 1080, 1661]
row-work-name: कैसरगंज मलौना घाट से रमवापुर रघुबीरसिंह सम्पर्क मार्ग के नवीनीकरण का कार्य। bbox=[1136, 1929, 1327, 1954]
th-bid-security: बिड सिक्योरिटी (रू0 लाख में) bbox=[1381, 1691, 1427, 1748]
pwd-subitem-text: बिड डाक्यूमेन्ट http://etender.up.nic.in पर दिनांक 16.02.2026 से 24.02.2026 तक उपलब्ध रहेगी, जो आन-लाइन इस साइट पर ही सबमिट की जायेगी। bbox=[1109, 2012, 1522, 2034]
lead-col-1: बीआरसी महमूदाबाद के पीएम श्री विद्यालय नूरपुर व सेमरा के 80 विद्यार्थी शनिवार को सीता ग्रुप ऑफ एजुकेशन की श्यामदासपुर स्थित सीबीएससी ब्रांच आशुतोष बृजमोहन लाल मेमोरियल कालेज पहुंचे। यहां विद्यार्थियों ने 'युग्मन एवं समन्वय स्थापित करने के उद्देश्य से प्रयोगशालाओं के साथ कक्षा-कक्ष में हो रहे विभिन्न गतिविधियों, सांस्कृतिक कार्यक्रमों के साथ चल रहे पठन-पाठन को देखा व खेलकूद में प्रतिभाग करते हुये योग सीखा। bbox=[388, 164, 558, 344]
pwd-subitem bbox=[1071, 2100, 1522, 2149]
row-bid-security: 4.24 bbox=[1381, 1816, 1427, 1834]
lead-col-3: आदि दिखाए गए। विद्यार्थियों को योग शिक्षिका पीयूष चौबे व महिमा शुक्ला ने बच्चों को खेलों की महत्ता बताते हुए योग सिखाया। bbox=[756, 396, 936, 443]
story-2047-col-4: जनप्रतिनिधियों की सहभागिता अत्यंत आवश्यक है। इस अवसर पर सदर विधायक को स्मृति चिन्ह भेंट कर सम्मानित किया गया। कार्यक्रम में निपुण बच्चों ने गुड़िया, सौम्या, पूर्वी, सिमरन व लक्ष्य को सदर विधायक ने प्रमाणपत्र देकर सम्मानित किया। bbox=[929, 588, 1106, 685]
pwd-subitem-label: (घ) bbox=[1079, 2100, 1092, 2110]
pwd-subitem-label: (क) bbox=[1078, 2012, 1092, 2022]
railway-tender-no-label: निविदा सूचना सं. bbox=[1001, 1782, 1053, 1793]
farewell-col-2: साबित होगी। इस अवसर पर पिछले वर्ष यूपी बोर्ड परीक्षा 2025 में उत्कृष्ट प्रदर्शन करने वाले हमारे गौरवशाली छात्र-छात्राओं को सम्मानित किया गया। bbox=[223, 2267, 404, 2330]
yellow-dot bbox=[193, 2386, 212, 2405]
row-bid-security: 3.73 bbox=[1381, 1972, 1427, 1990]
row-district: बहराइच bbox=[1099, 1816, 1136, 1834]
row-cost: 37.34 bbox=[1327, 1929, 1381, 1954]
labour-byline: संदेश वाहक न्यूज bbox=[1061, 1138, 1290, 1159]
row-bid-security: 5.42 bbox=[1381, 1852, 1427, 1877]
row-sno: 7 bbox=[1072, 1929, 1099, 1954]
masthead bbox=[0, 0, 1532, 57]
mnrega-col-2: महीने से चल रहे इस अभियान में प्रदेश भर में हजारों चौपालों और पदयात्राओं का आयोजन किया जा चुका है। रायबरेली में भी अलग-अलग कार्यक्रमों का आयोजन किया गया। दिसंबर 2025 से लेकर फरवरी 2026 तक विरोध-प्रदर्शन, प्रेस वार्ता, चौपाल और पदयात्राएं आयोजित की गईं। 13 फरवरी को जिले की प्रत्येक विधानसभा में 15 किलोमीटर की पदयात्रा निकाली गई। 'मनरेगा ग्रामीण गरीबों और मजदूरों की जीवन रेखा है।' केंद्र सरकार इसे कमजोर करने की कोशिश कर रही है। bbox=[1342, 592, 1526, 771]
sign-right bbox=[1329, 2155, 1486, 2197]
row-bid-security: 4.10 bbox=[1381, 1877, 1427, 1903]
row-sno: 2 bbox=[1072, 1816, 1099, 1834]
farewell-col-3: जिले में ध्वज स्थान को साइकिल प्रदान की गई। बाल रंजना (इंटर में द्वितीय स्थान) एवं बहन पिंकी (हाई स्कूल में द्वितीय स्थान) को सीलिंग फैन दिए गए। bbox=[413, 2267, 593, 2330]
railway-cost: ₹71,99,98,327.89 bbox=[879, 1924, 951, 1934]
tender-table-col-numbers bbox=[1072, 1748, 1522, 1762]
